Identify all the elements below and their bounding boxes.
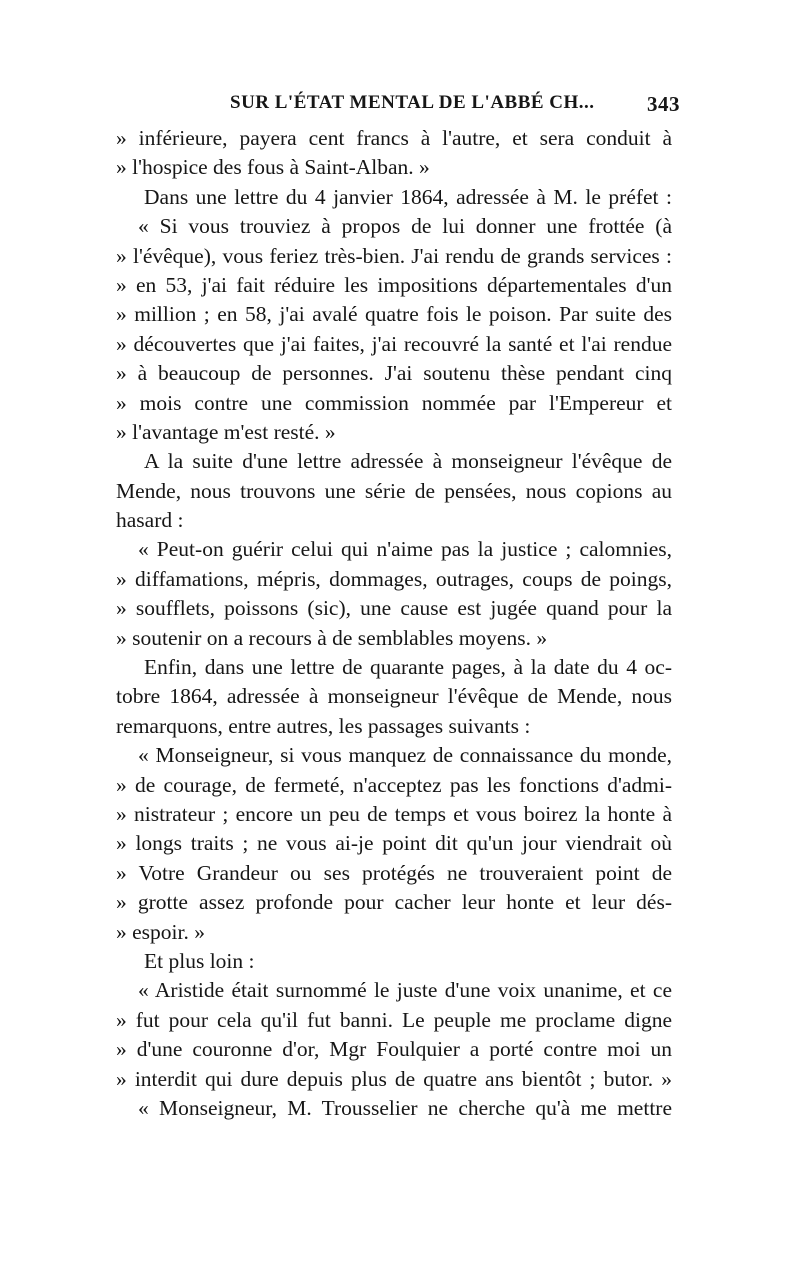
text-line: remarquons, entre autres, les passages suivants : [116, 713, 531, 738]
page-number: 343 [647, 92, 680, 116]
text-line: hasard : [116, 508, 184, 533]
text-line: » découvertes que j'ai faites, j'ai recouvré la santé et l'ai rendue [116, 331, 672, 356]
text-line: » l'avantage m'est resté. » [116, 419, 336, 444]
running-title: SUR L'ÉTAT MENTAL DE L'ABBÉ CH... [230, 92, 595, 113]
text-line: « Si vous trouviez à propos de lui donner une frottée (à [138, 214, 672, 239]
text-line: A la suite d'une lettre adressée à monseigneur l'évêque de [144, 449, 672, 474]
text-line: » soufflets, poissons (sic), une cause est jugée quand pour la [116, 596, 672, 621]
text-line: Enfin, dans une lettre de quarante pages, à la date du 4 oc- [144, 655, 672, 680]
text-line: Et plus loin : [144, 948, 255, 973]
text-line: Mende, nous trouvons une série de pensées, nous copions au [116, 478, 672, 503]
text-line: » en 53, j'ai fait réduire les impositions départementales d'un [116, 272, 672, 297]
text-line: » Votre Grandeur ou ses protégés ne trouveraient point de [116, 860, 672, 885]
text-line: » l'hospice des fous à Saint-Alban. » [116, 155, 430, 180]
text-line: » interdit qui dure depuis plus de quatre ans bientôt ; butor. » [116, 1066, 672, 1091]
body-text [116, 124, 672, 1123]
text-line: » nistrateur ; encore un peu de temps et vous boirez la honte à [116, 801, 672, 826]
text-line: « Monseigneur, si vous manquez de connaissance du monde, [138, 743, 672, 768]
text-line: » mois contre une commission nommée par l'Empereur et [116, 390, 672, 415]
text-line: » inférieure, payera cent francs à l'autre, et sera conduit à [116, 126, 672, 150]
text-line: » espoir. » [116, 919, 205, 944]
text-line: » fut pour cela qu'il fut banni. Le peuple me proclame digne [116, 1007, 672, 1032]
text-line: » diffamations, mépris, dommages, outrages, coups de poings, [116, 566, 672, 591]
text-line: » grotte assez profonde pour cacher leur honte et leur dés- [116, 890, 672, 915]
text-line: » de courage, de fermeté, n'acceptez pas les fonctions d'admi- [116, 772, 672, 797]
text-line: tobre 1864, adressée à monseigneur l'évêque de Mende, nous [116, 684, 672, 709]
text-line: « Aristide était surnommé le juste d'une voix unanime, et ce [138, 978, 672, 1003]
running-header [116, 92, 680, 122]
text-line: « Peut-on guérir celui qui n'aime pas la justice ; calomnies, [138, 537, 672, 562]
text-line: » à beaucoup de personnes. J'ai soutenu thèse pendant cinq [116, 361, 672, 386]
text-line: » million ; en 58, j'ai avalé quatre fois le poison. Par suite des [116, 302, 672, 327]
text-line: Dans une lettre du 4 janvier 1864, adressée à M. le préfet : [144, 184, 672, 209]
text-line: » longs traits ; ne vous ai-je point dit qu'un jour viendrait où [116, 831, 672, 856]
text-line: « Monseigneur, M. Trousselier ne cherche qu'à me mettre [138, 1095, 672, 1120]
text-line: » soutenir on a recours à de semblables moyens. » [116, 625, 548, 650]
text-line: » l'évêque), vous feriez très-bien. J'ai rendu de grands services : [116, 243, 672, 268]
text-line: » d'une couronne d'or, Mgr Foulquier a porté contre moi un [116, 1037, 672, 1062]
